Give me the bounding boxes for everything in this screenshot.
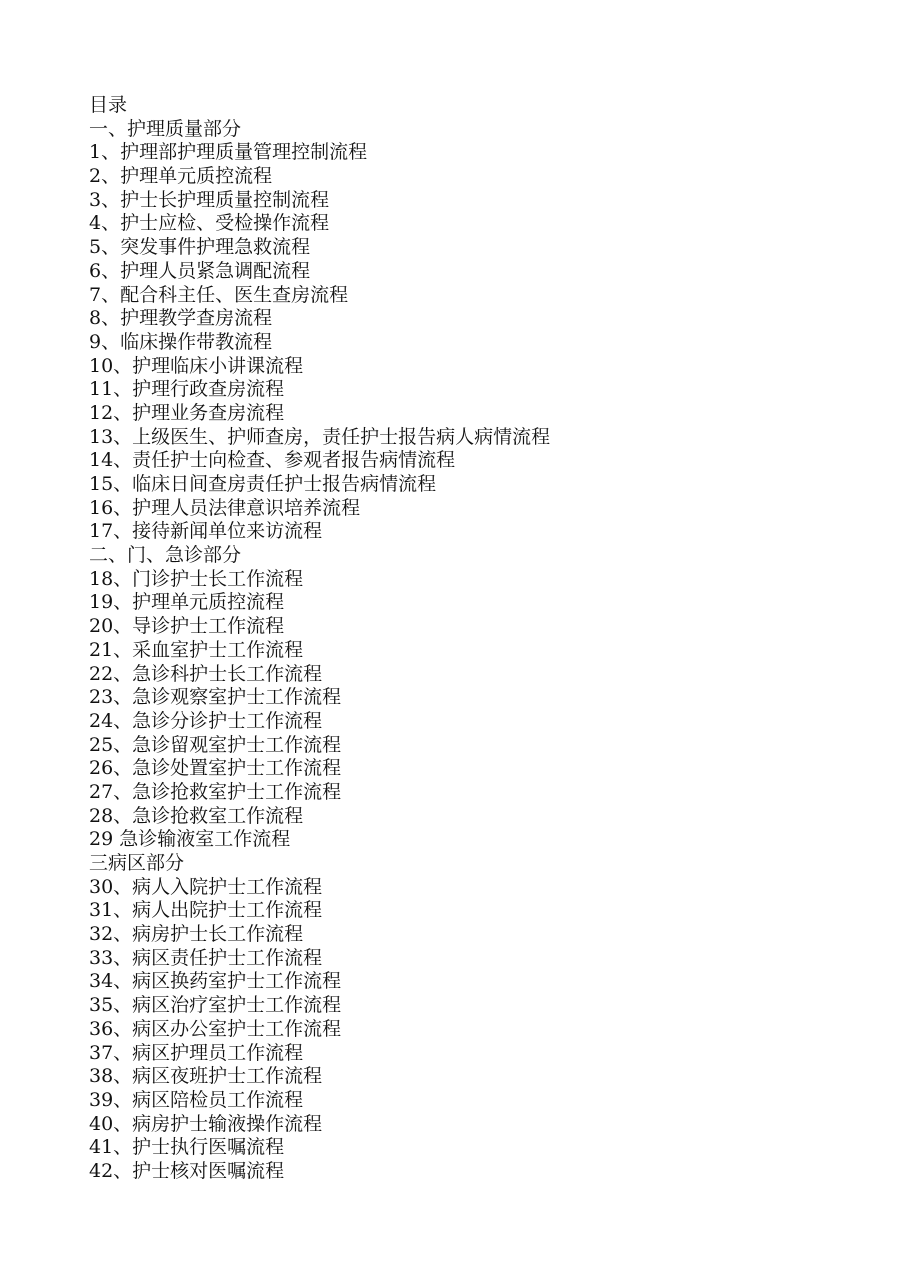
- toc-item: 3、护士长护理质量控制流程: [89, 188, 330, 211]
- toc-item: 30、病人入院护士工作流程: [89, 875, 323, 898]
- toc-item: 2、护理单元质控流程: [89, 165, 273, 188]
- toc-item: 28、急诊抢救室工作流程: [89, 804, 304, 827]
- section-heading: 三病区部分: [89, 852, 185, 874]
- toc-item: 31、病人出院护士工作流程: [89, 899, 323, 922]
- section-heading: 一、护理质量部分: [89, 117, 242, 140]
- toc-item: 36、病区办公室护士工作流程: [89, 1017, 342, 1040]
- toc-item: 24、急诊分诊护士工作流程: [89, 709, 323, 732]
- toc-item: 8、护理教学查房流程: [89, 307, 273, 330]
- toc-item: 42、护士核对医嘱流程: [89, 1159, 285, 1182]
- toc-item: 26、急诊处置室护士工作流程: [89, 757, 342, 780]
- toc-item: 40、病房护士输液操作流程: [89, 1112, 323, 1135]
- toc-item: 34、病区换药室护士工作流程: [89, 970, 342, 993]
- toc-item: 23、急诊观察室护士工作流程: [89, 686, 342, 709]
- toc-item: 20、导诊护士工作流程: [89, 615, 285, 638]
- toc-item: 18、门诊护士长工作流程: [89, 567, 304, 590]
- toc-item: 37、病区护理员工作流程: [89, 1041, 304, 1064]
- toc-item: 9、临床操作带教流程: [89, 330, 273, 353]
- toc-item: 6、护理人员紧急调配流程: [89, 259, 311, 282]
- toc-item: 5、突发事件护理急救流程: [89, 236, 311, 259]
- toc-item: 1、护理部护理质量管理控制流程: [89, 141, 368, 164]
- toc-item: 27、急诊抢救室护士工作流程: [89, 780, 342, 803]
- toc-item: 35、病区治疗室护士工作流程: [89, 994, 342, 1017]
- toc-title: 目录: [89, 94, 128, 116]
- toc-item: 22、急诊科护士长工作流程: [89, 662, 323, 685]
- section-heading: 二、门、急诊部分: [89, 544, 242, 567]
- toc-item: 12、护理业务查房流程: [89, 401, 285, 424]
- toc-item: 32、病房护士长工作流程: [89, 923, 304, 946]
- toc-item: 10、护理临床小讲课流程: [89, 354, 304, 377]
- toc-item: 4、护士应检、受检操作流程: [89, 212, 330, 235]
- toc-item: 16、护理人员法律意识培养流程: [89, 496, 361, 519]
- toc-item: 15、临床日间查房责任护士报告病情流程: [89, 473, 437, 495]
- toc-item: 7、配合科主任、医生查房流程: [89, 283, 349, 306]
- toc-item: 13、上级医生、护师查房，责任护士报告病人病情流程: [89, 425, 551, 448]
- toc-item: 38、病区夜班护士工作流程: [89, 1065, 323, 1088]
- toc-item: 29 急诊输液室工作流程: [89, 828, 291, 851]
- toc-item: 21、采血室护士工作流程: [89, 638, 304, 661]
- toc-item: 17、接待新闻单位来访流程: [89, 520, 323, 543]
- toc-page: [89, 94, 869, 1184]
- toc-item: 11、护理行政查房流程: [89, 378, 285, 401]
- toc-item: 41、护士执行医嘱流程: [89, 1136, 285, 1159]
- toc-item: 14、责任护士向检查、参观者报告病情流程: [89, 449, 456, 472]
- toc-item: 39、病区陪检员工作流程: [89, 1088, 304, 1111]
- toc-item: 19、护理单元质控流程: [89, 591, 285, 614]
- toc-item: 33、病区责任护士工作流程: [89, 946, 323, 969]
- toc-item: 25、急诊留观室护士工作流程: [89, 733, 342, 756]
